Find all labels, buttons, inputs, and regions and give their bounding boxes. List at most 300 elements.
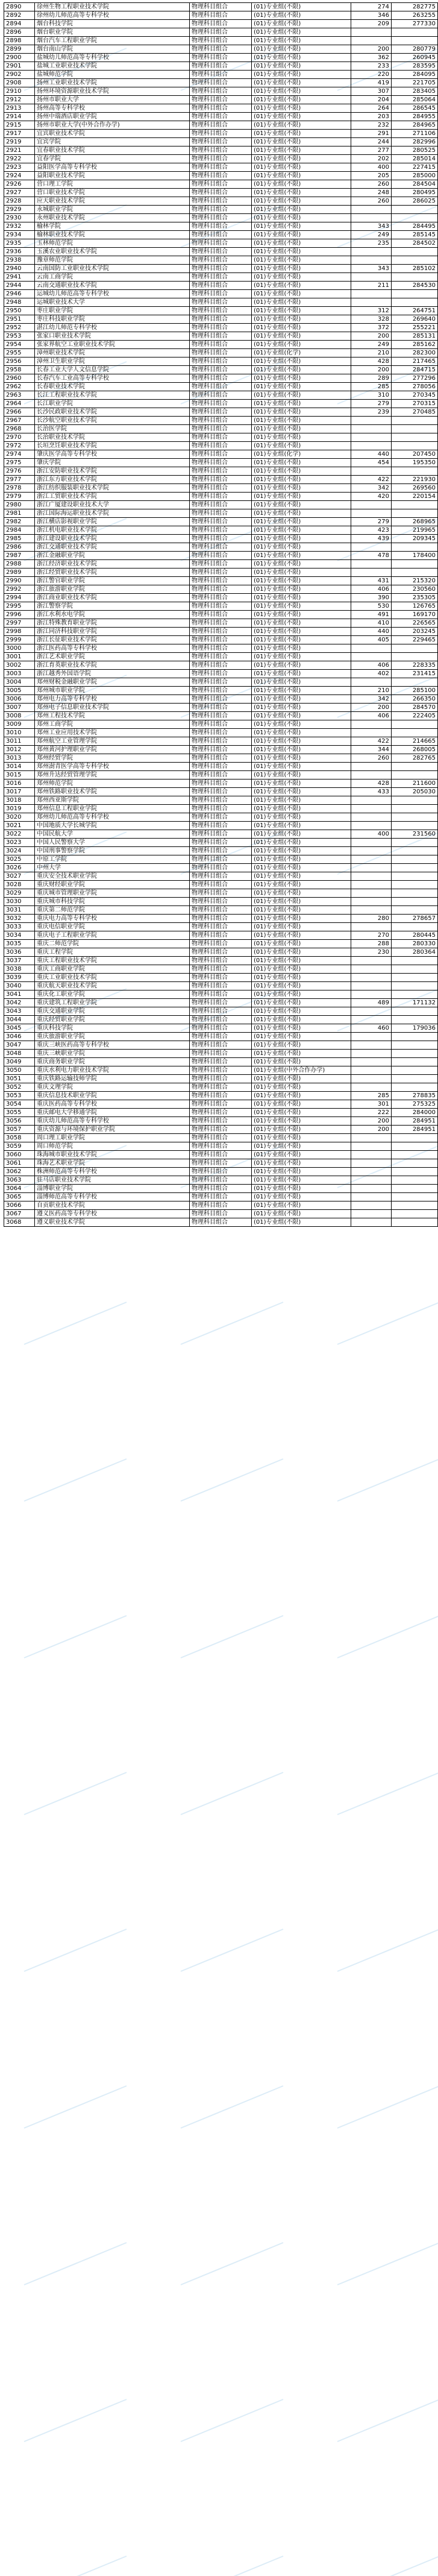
min-score-cell: 260 [351,197,392,206]
min-rank-cell [392,1083,438,1092]
min-score-cell [351,898,392,906]
table-row [4,214,438,222]
min-score-cell: 270 [351,931,392,940]
school-code-cell: 2927 [4,189,35,197]
school-code-cell: 2958 [4,366,35,374]
min-score-cell [351,1007,392,1016]
subject-cell: 物理科目组合 [190,1024,252,1033]
school-code-cell: 2929 [4,206,35,214]
min-rank-cell [392,847,438,855]
min-rank-cell [392,796,438,805]
school-code-cell: 2914 [4,113,35,121]
min-score-cell: 277 [351,146,392,155]
subject-cell: 物理科目组合 [190,265,252,273]
watermark-stroke [181,2086,283,2128]
school-name-cell: 浙江艺术职业学院 [35,653,190,661]
school-code-cell: 3033 [4,923,35,931]
school-code-cell: 3028 [4,881,35,889]
school-name-cell: 周口师范学院 [35,1142,190,1151]
min-score-cell [351,1050,392,1058]
group-cell: (01)专业组(不限) [252,771,351,779]
table-row [4,602,438,611]
school-code-cell: 2975 [4,459,35,467]
group-cell: (01)专业组(不限) [252,889,351,898]
table-row [4,1201,438,1210]
school-code-cell: 2987 [4,552,35,560]
school-name-cell: 盐城师范学院 [35,71,190,79]
school-name-cell: 重庆电子工程职业学院 [35,931,190,940]
min-rank-cell: 217465 [392,357,438,366]
school-code-cell: 3038 [4,965,35,974]
min-score-cell [351,990,392,999]
school-code-cell: 2894 [4,20,35,28]
table-row [4,315,438,324]
group-cell: (01)专业组(不限) [252,1134,351,1142]
group-cell: (01)专业组(不限) [252,357,351,366]
min-score-cell [351,923,392,931]
subject-cell: 物理科目组合 [190,805,252,813]
table-row [4,1066,438,1075]
subject-cell: 物理科目组合 [190,20,252,28]
min-rank-cell: 285131 [392,332,438,341]
table-row [4,155,438,163]
min-score-cell: 288 [351,940,392,948]
school-name-cell: 中州大学 [35,864,190,872]
school-name-cell: 郑州城市职业学院 [35,687,190,695]
min-score-cell [351,889,392,898]
group-cell: (01)专业组(不限) [252,881,351,889]
school-code-cell: 3064 [4,1185,35,1193]
table-row [4,256,438,265]
subject-cell: 物理科目组合 [190,1007,252,1016]
school-name-cell: 扬州环境资源职业技术学院 [35,87,190,96]
min-score-cell: 200 [351,1117,392,1126]
school-code-cell: 2999 [4,636,35,644]
group-cell: (01)专业组(不限) [252,754,351,763]
table-row [4,290,438,298]
school-name-cell: 玉溪农业职业技术学院 [35,248,190,256]
min-rank-cell [392,37,438,45]
school-code-cell: 2926 [4,180,35,189]
min-rank-cell: 285145 [392,231,438,239]
group-cell: (01)专业组(不限) [252,298,351,307]
group-cell: (01)专业组(不限) [252,282,351,290]
admission-score-table [4,2,438,1227]
group-cell: (01)专业组(不限) [252,290,351,298]
min-rank-cell: 280364 [392,948,438,957]
table-row [4,298,438,307]
min-score-cell [351,763,392,771]
watermark-stroke [337,1302,438,1344]
watermark-stroke [24,1929,127,1971]
group-cell: (01)专业组(不限) [252,957,351,965]
group-cell: (01)专业组(不限) [252,146,351,155]
min-rank-cell [392,1033,438,1041]
school-code-cell: 2934 [4,231,35,239]
min-score-cell: 235 [351,239,392,248]
school-name-cell: 珠海城市职业技术学院 [35,1151,190,1159]
min-score-cell: 343 [351,265,392,273]
subject-cell: 物理科目组合 [190,509,252,518]
subject-cell: 物理科目组合 [190,737,252,746]
table-row [4,1117,438,1126]
table-row [4,1193,438,1201]
subject-cell: 物理科目组合 [190,357,252,366]
subject-cell: 物理科目组合 [190,501,252,509]
table-row [4,1024,438,1033]
table-row [4,206,438,214]
min-rank-cell [392,256,438,265]
school-code-cell: 3026 [4,864,35,872]
min-rank-cell [392,1185,438,1193]
watermark-stroke [24,1302,127,1344]
subject-cell: 物理科目组合 [190,872,252,881]
subject-cell: 物理科目组合 [190,450,252,459]
min-rank-cell [392,28,438,37]
subject-cell: 物理科目组合 [190,315,252,324]
min-rank-cell: 207450 [392,450,438,459]
min-rank-cell: 231415 [392,670,438,678]
table-row [4,180,438,189]
min-score-cell [351,906,392,915]
school-code-cell: 2913 [4,104,35,113]
min-rank-cell: 268005 [392,746,438,754]
group-cell: (01)专业组(不限) [252,915,351,923]
subject-cell: 物理科目组合 [190,712,252,720]
watermark-stroke [337,1459,438,1501]
table-row [4,189,438,197]
school-code-cell: 2994 [4,594,35,602]
school-code-cell: 3059 [4,1142,35,1151]
school-name-cell: 中国地质大学长城学院 [35,822,190,830]
min-rank-cell: 230560 [392,585,438,594]
school-code-cell: 2966 [4,408,35,417]
min-score-cell [351,1159,392,1168]
subject-cell: 物理科目组合 [190,687,252,695]
subject-cell: 物理科目组合 [190,1083,252,1092]
school-name-cell: 枣庄科技职业学院 [35,315,190,324]
group-cell: (01)专业组(不限) [252,87,351,96]
subject-cell: 物理科目组合 [190,813,252,822]
subject-cell: 物理科目组合 [190,864,252,872]
min-score-cell [351,442,392,450]
subject-cell: 物理科目组合 [190,543,252,552]
table-row [4,374,438,383]
school-name-cell: 长江职业学院 [35,400,190,408]
group-cell: (01)专业组(不限) [252,974,351,982]
watermark-stroke [337,2086,438,2128]
subject-cell: 物理科目组合 [190,79,252,87]
school-name-cell: 郑州师范学院 [35,779,190,788]
min-score-cell [351,1151,392,1159]
table-row [4,104,438,113]
table-row [4,324,438,332]
min-rank-cell [392,1007,438,1016]
min-score-cell: 440 [351,628,392,636]
min-rank-cell: 268965 [392,518,438,526]
watermark-stroke [337,2556,438,2576]
min-rank-cell: 214665 [392,737,438,746]
table-row [4,872,438,881]
table-row [4,248,438,256]
table-row [4,341,438,349]
group-cell: (01)专业组(不限) [252,239,351,248]
subject-cell: 物理科目组合 [190,180,252,189]
school-code-cell: 2985 [4,535,35,543]
table-row [4,847,438,855]
school-code-cell: 3014 [4,763,35,771]
min-rank-cell: 284951 [392,1126,438,1134]
min-score-cell: 419 [351,79,392,87]
school-name-cell: 应天职业技术学院 [35,197,190,206]
school-name-cell: 郑州幼儿师范高等专科学校 [35,813,190,822]
group-cell: (01)专业组(不限) [252,999,351,1007]
min-score-cell: 220 [351,71,392,79]
table-row [4,71,438,79]
group-cell: (01)专业组(不限) [252,206,351,214]
group-cell: (01)专业组(不限) [252,467,351,476]
group-cell: (01)专业组(不限) [252,248,351,256]
school-code-cell: 3019 [4,805,35,813]
school-name-cell: 浙江特殊教育职业学院 [35,619,190,628]
watermark-stroke [24,1772,127,1815]
school-code-cell: 2899 [4,45,35,54]
watermark-stroke [181,2243,283,2285]
subject-cell: 物理科目组合 [190,771,252,779]
group-cell: (01)专业组(不限) [252,585,351,594]
group-cell: (01)专业组(不限) [252,560,351,568]
min-score-cell [351,1142,392,1151]
subject-cell: 物理科目组合 [190,374,252,383]
school-name-cell: 烟台南山学院 [35,45,190,54]
school-name-cell: 浙江警察学院 [35,602,190,611]
min-rank-cell: 284715 [392,366,438,374]
min-score-cell: 239 [351,408,392,417]
school-name-cell: 郑州信息工程职业学院 [35,805,190,813]
min-rank-cell: 285064 [392,96,438,104]
school-name-cell: 云南国防工业职业技术学院 [35,265,190,273]
school-name-cell: 郑州电力高等专科学校 [35,695,190,704]
min-rank-cell: 284495 [392,222,438,231]
min-score-cell [351,678,392,687]
min-score-cell: 478 [351,552,392,560]
table-row [4,661,438,670]
table-row [4,476,438,484]
subject-cell: 物理科目组合 [190,222,252,231]
school-code-cell: 2910 [4,87,35,96]
table-row [4,349,438,357]
min-rank-cell [392,957,438,965]
min-score-cell: 420 [351,493,392,501]
subject-cell: 物理科目组合 [190,763,252,771]
school-name-cell: 淄博师范高等专科学校 [35,1193,190,1201]
min-score-cell [351,1176,392,1185]
table-row [4,239,438,248]
subject-cell: 物理科目组合 [190,484,252,493]
table-row [4,417,438,425]
table-row [4,813,438,822]
school-code-cell: 3013 [4,754,35,763]
table-row [4,526,438,535]
school-code-cell: 3017 [4,788,35,796]
subject-cell: 物理科目组合 [190,54,252,62]
school-code-cell: 3036 [4,948,35,957]
school-code-cell: 2977 [4,476,35,484]
min-score-cell [351,256,392,265]
min-rank-cell: 270345 [392,391,438,400]
subject-cell: 物理科目组合 [190,670,252,678]
min-score-cell: 200 [351,704,392,712]
table-row [4,501,438,509]
min-score-cell [351,248,392,256]
school-code-cell: 2900 [4,54,35,62]
group-cell: (01)专业组(不限) [252,872,351,881]
min-score-cell [351,1134,392,1142]
school-name-cell: 运城幼儿师范高等专科学校 [35,290,190,298]
table-row [4,788,438,796]
group-cell: (01)专业组(不限) [252,374,351,383]
subject-cell: 物理科目组合 [190,940,252,948]
subject-cell: 物理科目组合 [190,307,252,315]
group-cell: (01)专业组(不限) [252,509,351,518]
min-rank-cell: 266350 [392,695,438,704]
min-score-cell: 289 [351,374,392,383]
min-rank-cell: 269640 [392,315,438,324]
min-score-cell: 530 [351,602,392,611]
min-rank-cell [392,1176,438,1185]
school-code-cell: 2935 [4,239,35,248]
subject-cell: 物理科目组合 [190,695,252,704]
min-rank-cell: 169170 [392,611,438,619]
min-score-cell [351,957,392,965]
group-cell: (01)专业组(不限) [252,611,351,619]
group-cell: (01)专业组(不限) [252,577,351,585]
min-rank-cell [392,206,438,214]
subject-cell: 物理科目组合 [190,729,252,737]
group-cell: (01)专业组(不限) [252,1126,351,1134]
min-rank-cell [392,1210,438,1218]
min-rank-cell: 215320 [392,577,438,585]
school-code-cell: 3055 [4,1109,35,1117]
school-code-cell: 3041 [4,990,35,999]
min-rank-cell: 280495 [392,189,438,197]
school-name-cell: 浙江医药高等专科学校 [35,644,190,653]
subject-cell: 物理科目组合 [190,273,252,282]
school-code-cell: 2901 [4,62,35,71]
group-cell: (01)专业组(中外合作办学) [252,1066,351,1075]
school-name-cell: 扬州市职业大学(中外合作办学) [35,121,190,130]
watermark-stroke [181,1302,283,1344]
min-rank-cell: 286545 [392,104,438,113]
min-rank-cell: 284095 [392,71,438,79]
table-row [4,543,438,552]
min-rank-cell [392,417,438,425]
school-name-cell: 重庆水利电力职业技术学院 [35,1066,190,1075]
table-row [4,273,438,282]
table-row [4,535,438,543]
min-score-cell [351,796,392,805]
group-cell: (01)专业组(不限) [252,1016,351,1024]
subject-cell: 物理科目组合 [190,341,252,349]
group-cell: (01)专业组(不限) [252,1058,351,1066]
min-score-cell: 406 [351,585,392,594]
school-name-cell: 重庆安全技术职业学院 [35,872,190,881]
school-code-cell: 2950 [4,307,35,315]
school-name-cell: 浙江横店影视职业学院 [35,518,190,526]
group-cell: (01)专业组(不限) [252,1007,351,1016]
subject-cell: 物理科目组合 [190,248,252,256]
school-code-cell: 3065 [4,1193,35,1201]
school-name-cell: 烟台汽车工程职业学院 [35,37,190,45]
school-code-cell: 3040 [4,982,35,990]
subject-cell: 物理科目组合 [190,433,252,442]
group-cell: (01)专业组(不限) [252,1210,351,1218]
school-code-cell: 2928 [4,197,35,206]
school-name-cell: 中国民航大学 [35,830,190,839]
group-cell: (01)专业组(不限) [252,273,351,282]
table-row [4,796,438,805]
school-name-cell: 永州职业技术学院 [35,214,190,222]
school-code-cell: 3050 [4,1066,35,1075]
subject-cell: 物理科目组合 [190,990,252,999]
min-score-cell: 491 [351,611,392,619]
min-score-cell: 433 [351,788,392,796]
min-score-cell: 344 [351,746,392,754]
table-row [4,518,438,526]
table-row [4,1016,438,1024]
group-cell: (01)专业组(不限) [252,442,351,450]
school-name-cell: 扬州工业职业技术学院 [35,79,190,87]
group-cell: (01)专业组(不限) [252,644,351,653]
watermark-stroke [181,1459,283,1501]
min-rank-cell: 280330 [392,940,438,948]
group-cell: (01)专业组(不限) [252,1159,351,1168]
min-score-cell [351,417,392,425]
table-row [4,1033,438,1041]
table-row [4,1168,438,1176]
min-rank-cell [392,729,438,737]
school-code-cell: 3042 [4,999,35,1007]
min-score-cell: 260 [351,754,392,763]
group-cell: (01)专业组(不限) [252,518,351,526]
subject-cell: 物理科目组合 [190,155,252,163]
min-score-cell: 211 [351,282,392,290]
min-rank-cell: 282775 [392,3,438,11]
min-rank-cell [392,1159,438,1168]
school-code-cell: 2896 [4,28,35,37]
table-row [4,906,438,915]
min-score-cell: 423 [351,526,392,535]
school-code-cell: 2988 [4,560,35,568]
min-score-cell: 439 [351,535,392,543]
school-name-cell: 浙江经贸职业技术学院 [35,568,190,577]
min-rank-cell: 284502 [392,239,438,248]
group-cell: (01)专业组(不限) [252,1151,351,1159]
watermark-stroke [24,2086,127,2128]
min-score-cell: 310 [351,391,392,400]
min-score-cell: 402 [351,670,392,678]
table-row [4,1041,438,1050]
admission-score-sheet [4,2,436,1227]
school-name-cell: 徐州生物工程职业技术学院 [35,3,190,11]
subject-cell: 物理科目组合 [190,1109,252,1117]
min-score-cell: 279 [351,400,392,408]
min-rank-cell: 235305 [392,594,438,602]
school-code-cell: 3021 [4,822,35,830]
school-code-cell: 3020 [4,813,35,822]
table-row [4,1058,438,1066]
school-name-cell: 营口职业技术学院 [35,189,190,197]
